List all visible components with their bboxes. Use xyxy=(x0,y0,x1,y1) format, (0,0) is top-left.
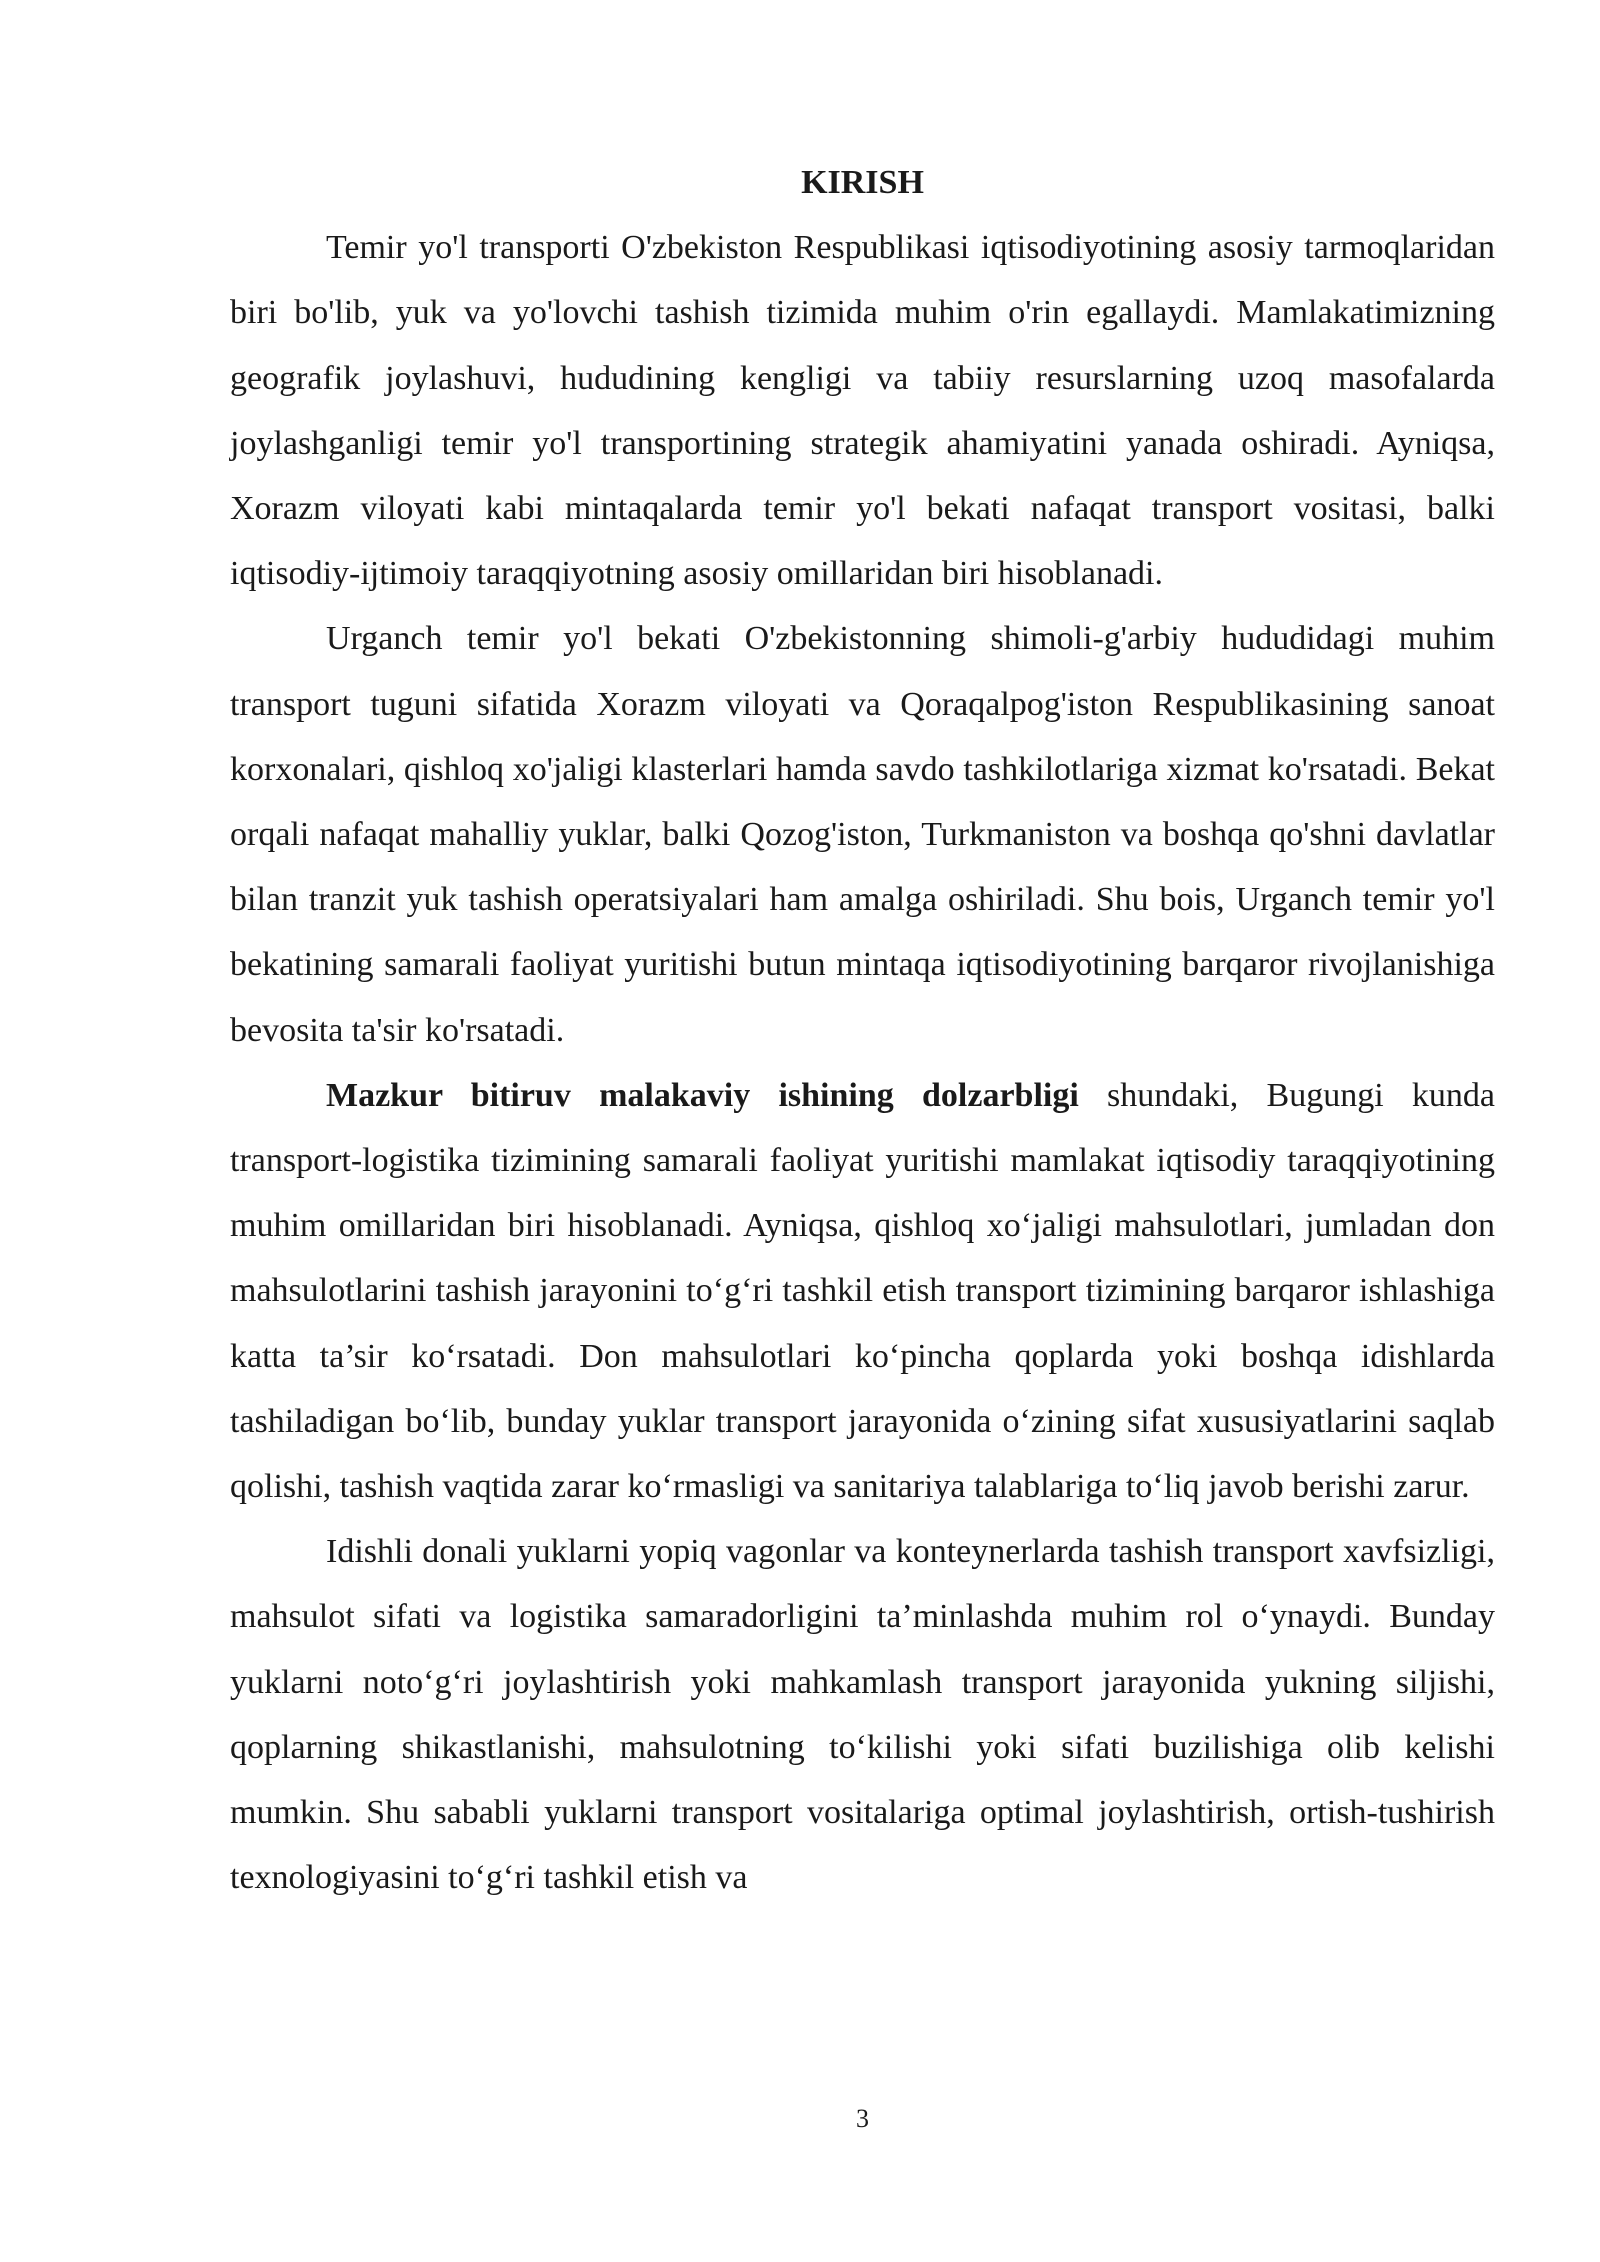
document-page xyxy=(230,150,1495,1910)
paragraph-3 xyxy=(230,1063,1495,1519)
paragraph-1: Temir yo'l transporti O'zbekiston Respublikasi iqtisodiyotining asosiy tarmoqlaridan biri bo'lib, yuk va yo'lovchi tashish tizimida muhim o'rin egallaydi. Mamlakatimizning geografik joylashuvi, hududining kengligi va tabiiy resurslarning uzoq masofalarda joylashganligi temir yo'l transportining strategik ahamiyatini yanada oshiradi. Ayniqsa, Xorazm viloyati kabi mintaqalarda temir yo'l bekati nafaqat transport vositasi, balki iqtisodiy-ijtimoiy taraqqiyotning asosiy omillaridan biri hisoblanadi. xyxy=(230,229,1495,593)
paragraph-3-bold-lead: Mazkur bitiruv malakaviy ishining dolzarbligi xyxy=(326,1076,1079,1114)
paragraph-2: Urganch temir yo'l bekati O'zbekistonning shimoli-g'arbiy hududidagi muhim transport tuguni sifatida Xorazm viloyati va Qoraqalpog'iston Respublikasining sanoat korxonalari, qishloq xo'jaligi klasterlari hamda savdo tashkilotlariga xizmat ko'rsatadi. Bekat orqali nafaqat mahalliy yuklar, balki Qozog'iston, Turkmaniston va boshqa qo'shni davlatlar bilan tranzit yuk tashish operatsiyalari ham amalga oshiriladi. Shu bois, Urganch temir yo'l bekatining samarali faoliyat yuritishi butun mintaqa iqtisodiyotining barqaror rivojlanishiga bevosita ta'sir ko'rsatadi. xyxy=(230,620,1495,1049)
paragraph-4: Idishli donali yuklarni yopiq vagonlar va konteynerlarda tashish transport xavfsizligi, mahsulot sifati va logistika samaradorligini ta’minlashda muhim rol o‘ynaydi. Bunday yuklarni noto‘g‘ri joylashtirish yoki mahkamlash transport jarayonida yukning siljishi, qoplarning shikastlanishi, mahsulotning to‘kilishi yoki sifati buzilishiga olib kelishi mumkin. Shu sababli yuklarni transport vositalariga optimal joylashtirish, ortish-tushirish texnologiyasini to‘g‘ri tashkil etish va xyxy=(230,1533,1495,1897)
section-title: KIRISH xyxy=(801,164,924,201)
paragraph-3-text: shundaki, Bugungi kunda transport-logistika tizimining samarali faoliyat yuritishi mamlakat iqtisodiy taraqqiyotining muhim omillaridan biri hisoblanadi. Ayniqsa, qishloq xo‘jaligi mahsulotlari, jumladan don mahsulotlarini tashish jarayonini to‘g‘ri tashkil etish transport tizimining barqaror ishlashiga katta ta’sir ko‘rsatadi. Don mahsulotlari ko‘pincha qoplarda yoki boshqa idishlarda tashiladigan bo‘lib, bunday yuklar transport jarayonida o‘zining sifat xususiyatlarini saqlab qolishi, tashish vaqtida zarar ko‘rmasligi va sanitariya talablariga to‘liq javob berishi zarur. xyxy=(230,1076,1495,1506)
page-number: 3 xyxy=(856,2104,869,2133)
